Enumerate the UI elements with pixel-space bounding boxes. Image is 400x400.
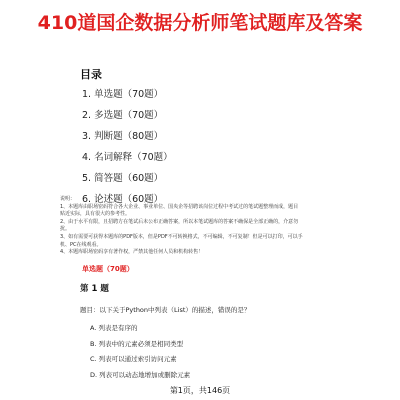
option-list bbox=[90, 324, 190, 386]
notes-line: 说明： bbox=[60, 196, 76, 202]
option-item: B. 列表中的元素必须是相同类型 bbox=[90, 339, 184, 348]
document-title: 410道国企数据分析师笔试题库及答案 bbox=[37, 12, 363, 34]
toc-item: 3. 判断题（80题） bbox=[82, 131, 164, 142]
question-text: 题目：以下关于Python中列表（List）的描述，错误的是？ bbox=[80, 306, 251, 314]
toc-item: 6. 论述题（60题） bbox=[82, 194, 164, 205]
question-number: 第 1 题 bbox=[80, 284, 109, 294]
toc-item: 2. 多选题（70题） bbox=[82, 110, 164, 121]
notes-line: 4、本题库职场密码享有著作权，严禁其他任何人员和机构转售！ bbox=[60, 249, 204, 256]
page-footer: 第1页，共146页 bbox=[169, 386, 231, 395]
notes-line: 贴近实际，具有很大的参考性。 bbox=[60, 211, 131, 218]
notes-line: 3、如有需要可获得本题库的PDF版本，但是PDF不可转换格式，不可编辑，不可复制！但是可以打印，可以手 bbox=[60, 233, 303, 240]
notes-line: 机、PC在线观看。 bbox=[60, 241, 102, 248]
notes-line: 扰。 bbox=[60, 226, 71, 233]
toc-heading: 目录 bbox=[80, 68, 102, 81]
notes-line: 2、由于水平有限，且招聘方在笔试后未公布正确答案，所以本笔试题库的答案不确保是全部正确的，介意勿 bbox=[60, 218, 299, 225]
option-item: C. 列表可以通过索引访问元素 bbox=[90, 355, 177, 363]
toc-item: 1. 单选题（70题） bbox=[82, 89, 164, 100]
notes-line: 1、本题库由职场密码符合各大企业、事业单位、国央企等招聘该岗位过程中考试过的笔试题整理而成，题目 bbox=[60, 203, 299, 210]
option-item: D. 列表可以动态地增加或删除元素 bbox=[90, 370, 191, 379]
toc-item: 4. 名词解释（70题） bbox=[82, 152, 173, 163]
toc-item: 5. 简答题（60题） bbox=[82, 173, 164, 184]
option-item: A. 列表是有序的 bbox=[90, 324, 138, 332]
notes-block bbox=[60, 196, 345, 257]
section-label: 单选题（70题） bbox=[82, 265, 134, 273]
